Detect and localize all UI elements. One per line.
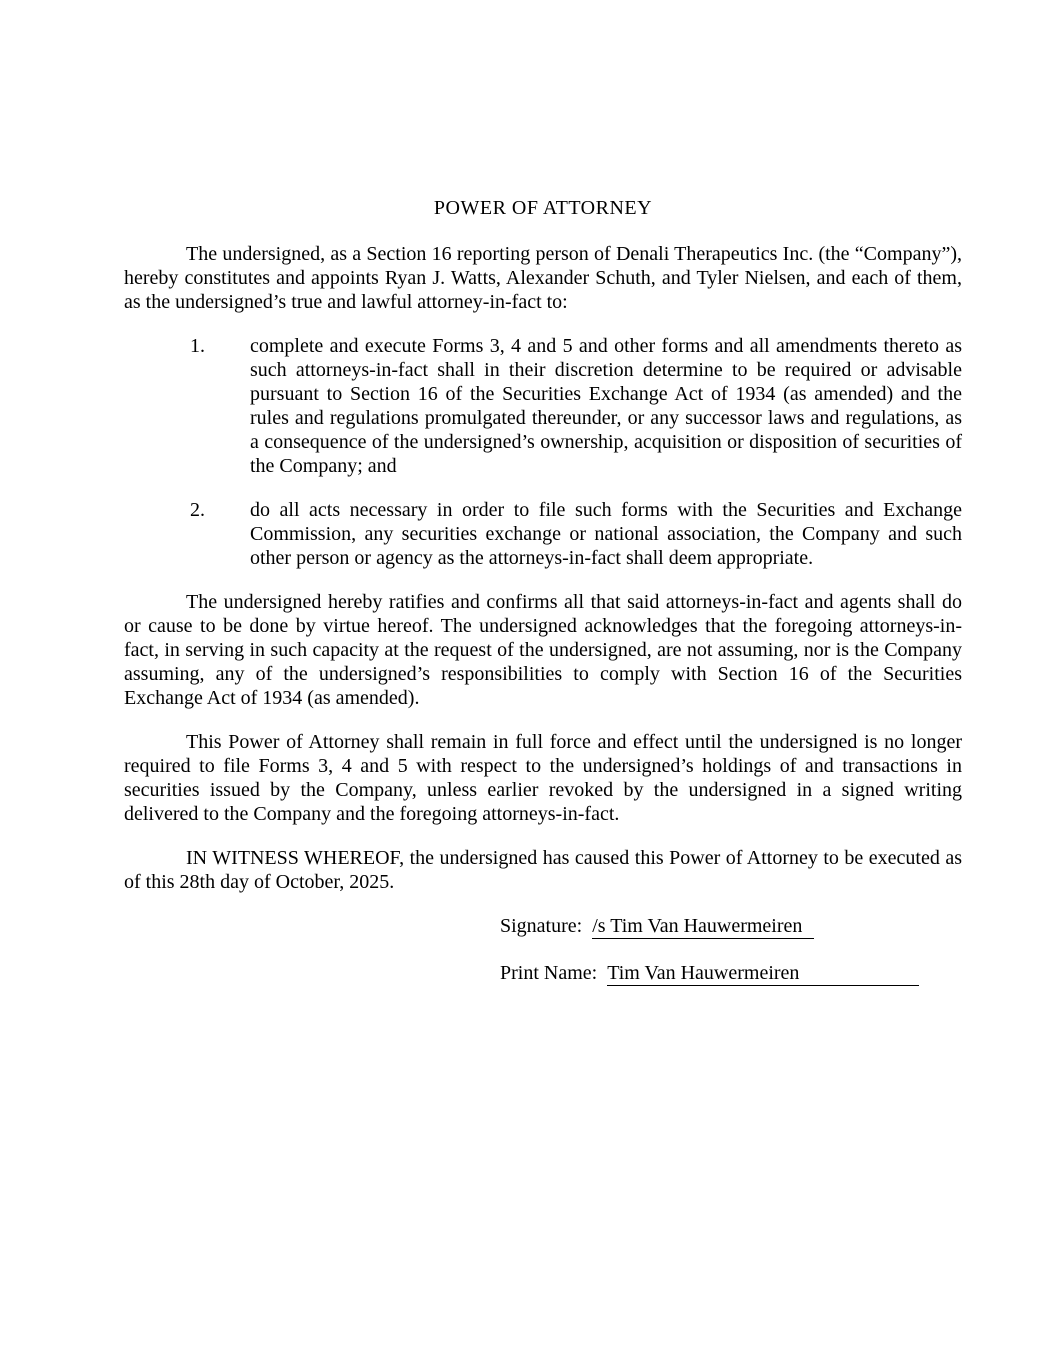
list-item-number: 2.	[190, 499, 205, 521]
witness-paragraph: IN WITNESS WHEREOF, the undersigned has caused this Power of Attorney to be executed as of this 28th day of October, 2025.	[124, 847, 962, 893]
document-title: POWER OF ATTORNEY	[433, 197, 653, 219]
list-item	[190, 334, 962, 478]
list-item-text: do all acts necessary in order to file such forms with the Securities and Exchange Commission, any securities exchange or national association, the Company and such other person or agency as the attorneys-in-fact shall deem appropriate.	[250, 499, 962, 569]
list-item-text: complete and execute Forms 3, 4 and 5 and other forms and all amendments thereto as such attorneys-in-fact shall in their discretion determine to be required or advisable pursuant to Section 16 of the Securities Exchange Act of 1934 (as amended) and the rules and regulations promulgated thereunder, or any successor laws and regulations, as a consequence of the undersigned’s ownership, acquisition or disposition of securities of the Company; and	[250, 335, 962, 477]
duration-paragraph: This Power of Attorney shall remain in full force and effect until the undersigned is no longer required to file Forms 3, 4 and 5 with respect to the undersigned’s holdings of and transactions in securities issued by the Company, unless earlier revoked by the undersigned in a signed writing delivered to the Company and the foregoing attorneys-in-fact.	[124, 731, 962, 825]
list-item	[190, 498, 962, 570]
intro-paragraph: The undersigned, as a Section 16 reporting person of Denali Therapeutics Inc. (the “Company”), hereby constitutes and appoints Ryan J. Watts, Alexander Schuth, and Tyler Nielsen, and each of them, as the undersigned’s true and lawful attorney-in-fact to:	[124, 243, 962, 313]
list-item-number: 1.	[190, 335, 205, 357]
print-name-line	[500, 961, 962, 985]
signature-label: Signature:	[500, 915, 583, 937]
print-name-value: Tim Van Hauwermeiren	[607, 962, 919, 986]
signature-block	[500, 914, 962, 985]
signature-line	[500, 914, 962, 938]
signature-value: /s Tim Van Hauwermeiren	[592, 915, 814, 939]
ratification-paragraph: The undersigned hereby ratifies and confirms all that said attorneys-in-fact and agents shall do or cause to be done by virtue hereof. The undersigned acknowledges that the foregoing attorneys-in-fact, in serving in such capacity at the request of the undersigned, are not assuming, nor is the Company assuming, any of the undersigned’s responsibilities to comply with Section 16 of the Securities Exchange Act of 1934 (as amended).	[124, 591, 962, 709]
print-name-label: Print Name:	[500, 962, 598, 984]
